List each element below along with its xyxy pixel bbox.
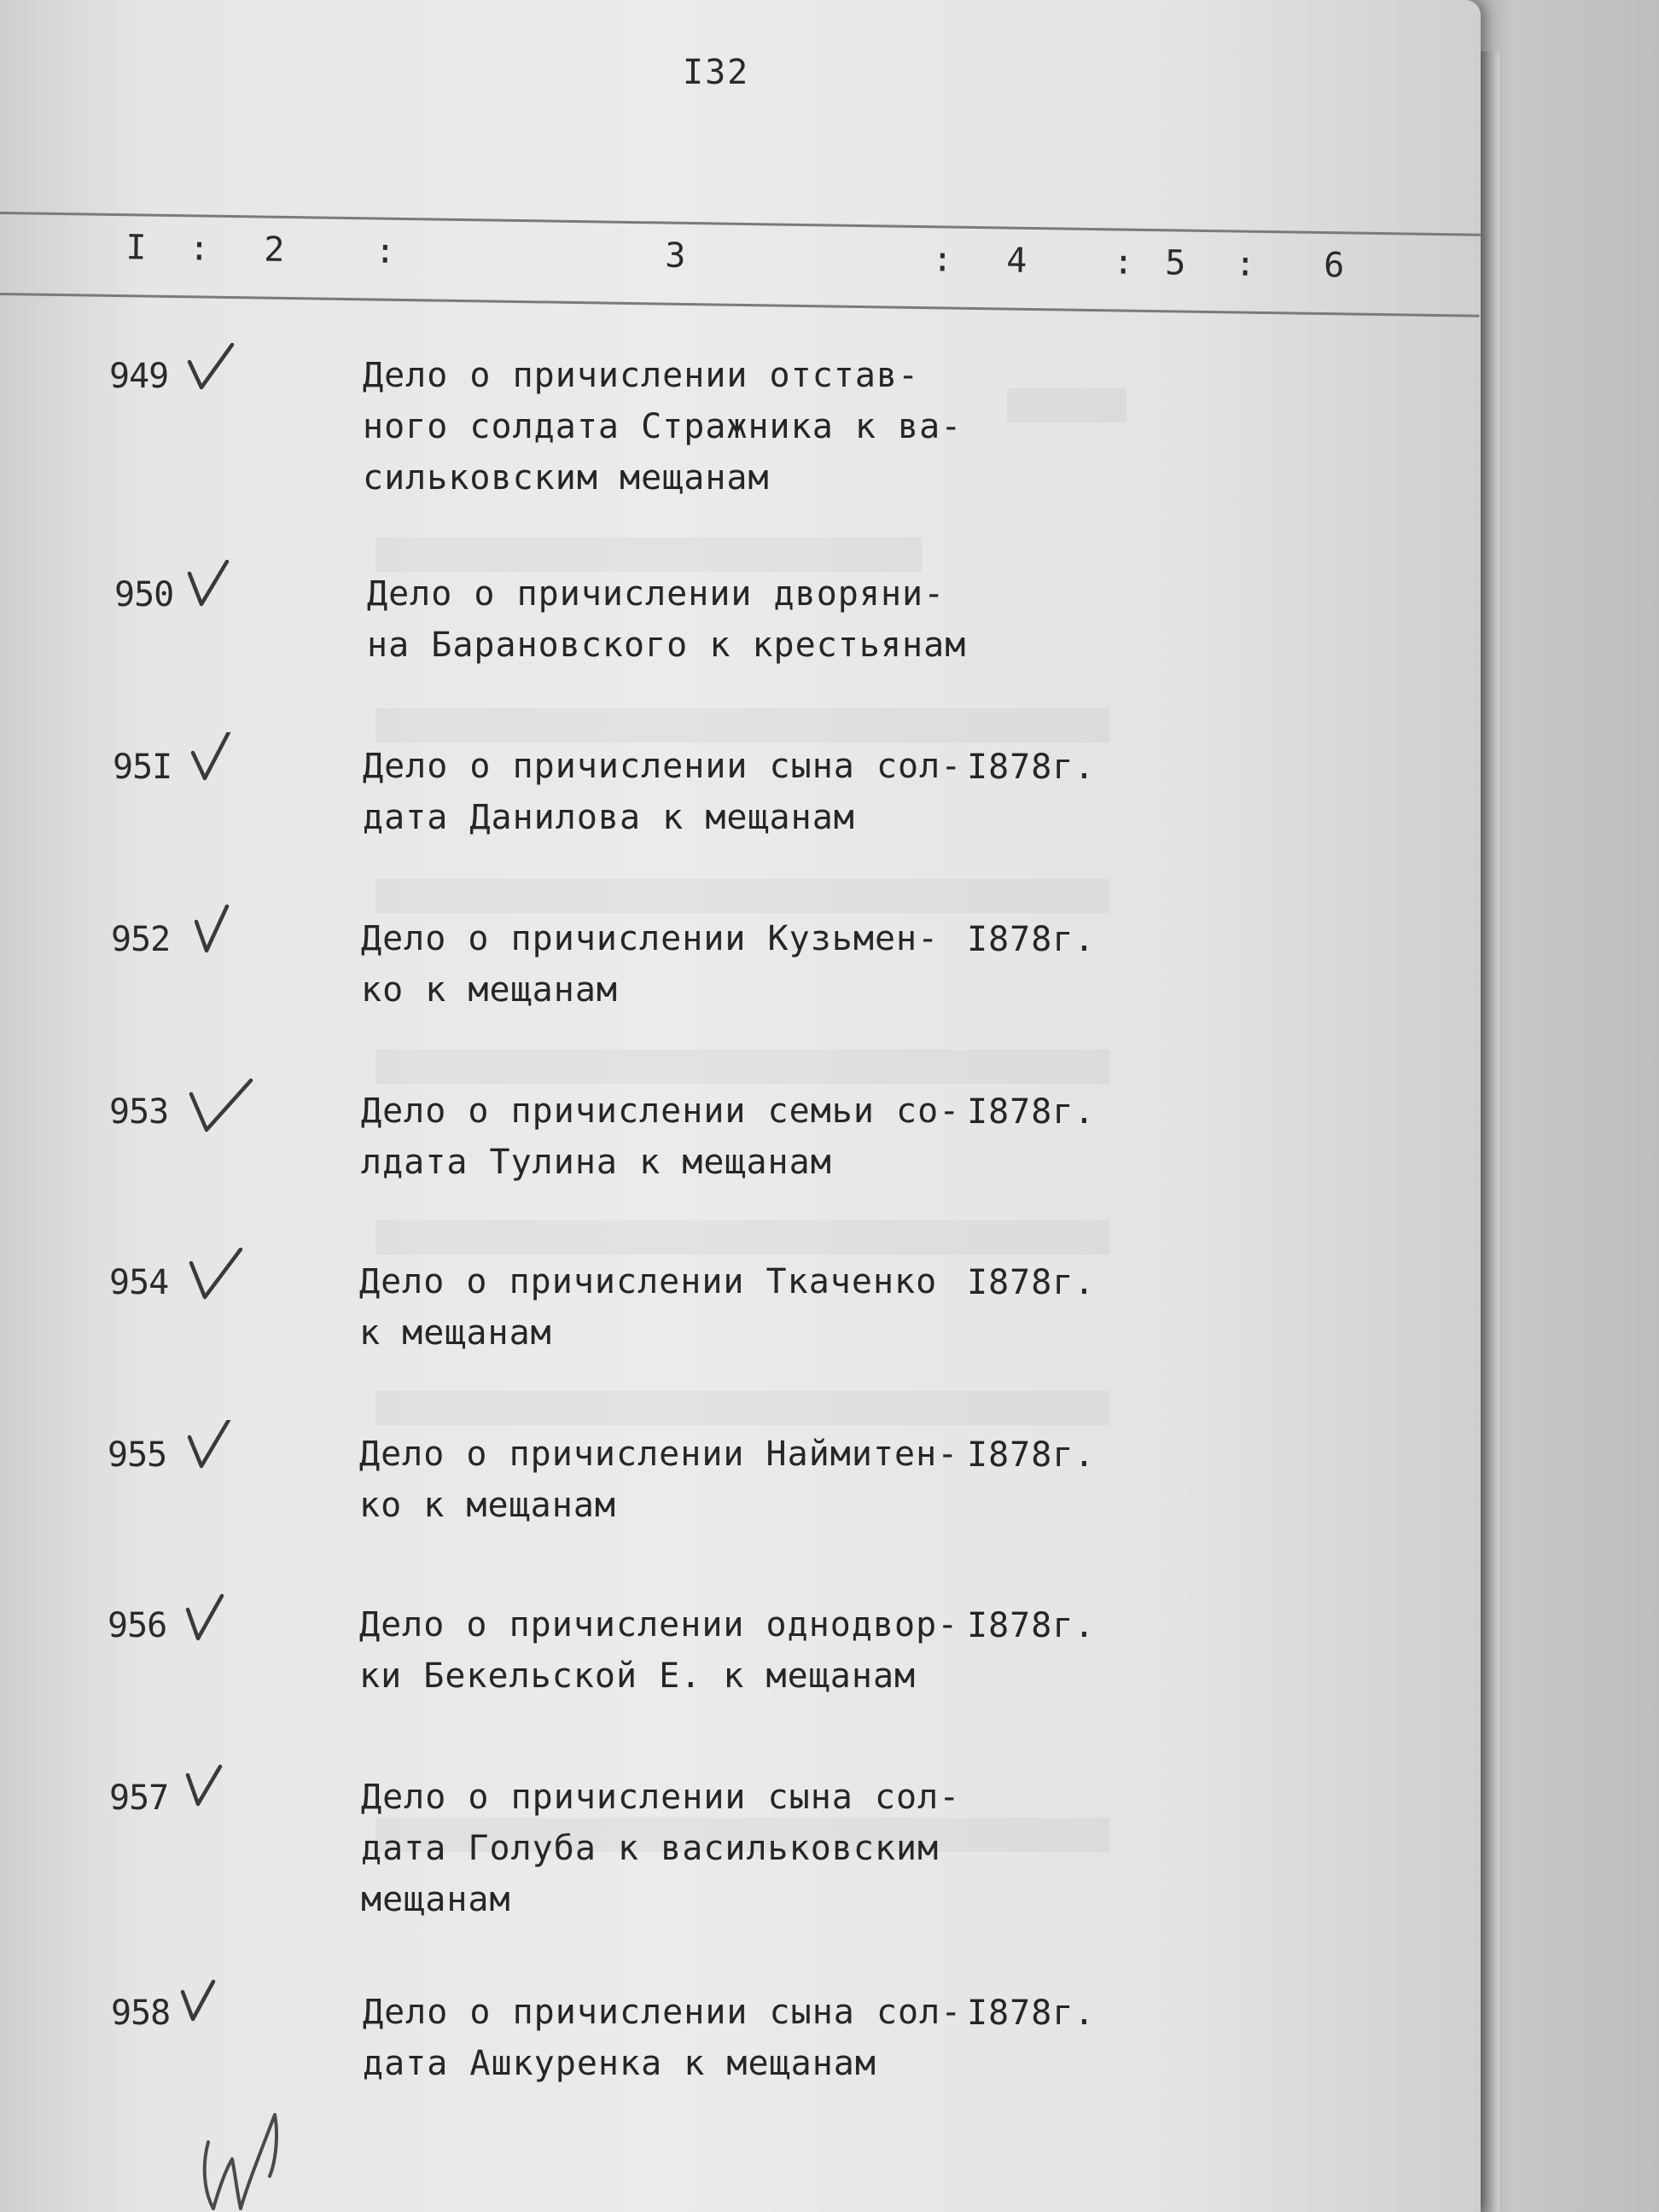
entry-title-line: Дело о причислении сына сол- <box>361 1778 961 1817</box>
check-icon <box>181 1591 236 1645</box>
entry-title-line: дата Ашкуренка к мещанам <box>363 2044 876 2083</box>
column-header-2: 2 <box>264 230 285 270</box>
check-icon <box>186 1248 247 1306</box>
entry-title-line: Дело о причислении Кузьмен- <box>361 919 940 958</box>
entry-date: I878г. <box>967 1263 1096 1302</box>
entry-title <box>361 913 975 1016</box>
entry-title <box>361 1772 975 1925</box>
entry-title-line: ки Бекельской Е. к мещанам <box>359 1656 917 1696</box>
column-separator: : <box>1112 242 1134 282</box>
entry-date: I878г. <box>967 1606 1096 1645</box>
column-header-3: 3 <box>664 236 686 276</box>
entry-number: 949 <box>109 357 169 396</box>
entry-title-line: Дело о причислении однодвор- <box>359 1605 959 1644</box>
column-separator: : <box>375 231 396 271</box>
entry-date: I878г. <box>967 1092 1096 1132</box>
check-icon <box>186 1077 254 1138</box>
check-icon <box>184 1420 239 1475</box>
column-header-1: I <box>125 228 147 268</box>
check-icon <box>184 341 239 396</box>
entry-number: 953 <box>109 1092 169 1132</box>
entry-title <box>367 568 981 671</box>
entry-title-line: Дело о причислении Наймитен- <box>359 1435 959 1474</box>
entry-title <box>359 1599 974 1702</box>
entry-title <box>359 1256 974 1359</box>
page-edge <box>1481 51 1499 2212</box>
check-icon <box>188 732 242 787</box>
entry-date: I878г. <box>967 748 1096 787</box>
entry-number: 954 <box>109 1263 169 1302</box>
check-icon <box>183 1763 230 1811</box>
entry-title-line: Дело о причислении дворяни- <box>367 574 946 614</box>
entry-date: I878г. <box>967 1435 1096 1475</box>
entry-title-line: Дело о причислении семьи со- <box>361 1091 961 1131</box>
entry-title-line: ного солдата Стражника к ва- <box>363 407 963 446</box>
entry-title-line: на Барановского к крестьянам <box>367 626 967 665</box>
pencil-mark-icon <box>193 2108 287 2212</box>
entry-number: 950 <box>114 575 174 614</box>
column-header-6: 6 <box>1323 246 1345 286</box>
entry-date: I878г. <box>967 920 1096 959</box>
entry-number: 956 <box>108 1606 167 1645</box>
column-header-5: 5 <box>1164 243 1186 283</box>
entry-number: 95I <box>113 748 172 787</box>
entry-title-line: сильковским мещанам <box>363 458 770 498</box>
entry-number: 957 <box>109 1778 169 1818</box>
entry-number: 955 <box>108 1435 167 1475</box>
entry-title-line: Дело о причислении Ткаченко <box>359 1262 938 1301</box>
entry-date: I878г. <box>967 1994 1096 2033</box>
entry-title-line: дата Данилова к мещанам <box>363 798 855 837</box>
entry-title-line: к мещанам <box>359 1313 552 1353</box>
entry-title-line: ко к мещанам <box>359 1486 616 1525</box>
entry-number: 952 <box>111 920 171 959</box>
entry-title-line: Дело о причислении сына сол- <box>363 747 963 786</box>
column-header-4: 4 <box>1005 241 1027 281</box>
entry-title-line: мещанам <box>361 1880 511 1919</box>
check-icon <box>178 1978 225 2026</box>
entry-title <box>363 1987 977 2089</box>
entry-title-line: Дело о причислении сына сол- <box>363 1993 963 2032</box>
entry-title <box>359 1429 974 1531</box>
entry-title <box>363 741 977 843</box>
column-separator: : <box>189 229 210 269</box>
entry-title-line: дата Голуба к васильковским <box>361 1829 940 1868</box>
entry-title-line: лдата Тулина к мещанам <box>361 1143 832 1182</box>
column-separator: : <box>931 240 953 280</box>
check-icon <box>189 905 244 959</box>
page-number: I32 <box>683 53 750 92</box>
entry-title-line: Дело о причислении отстав- <box>363 356 920 395</box>
entry-title <box>363 350 977 504</box>
entry-title <box>361 1086 975 1188</box>
entry-number: 958 <box>111 1994 171 2033</box>
entry-title-line: ко к мещанам <box>361 970 618 1010</box>
column-separator: : <box>1234 244 1256 284</box>
check-icon <box>183 560 237 614</box>
